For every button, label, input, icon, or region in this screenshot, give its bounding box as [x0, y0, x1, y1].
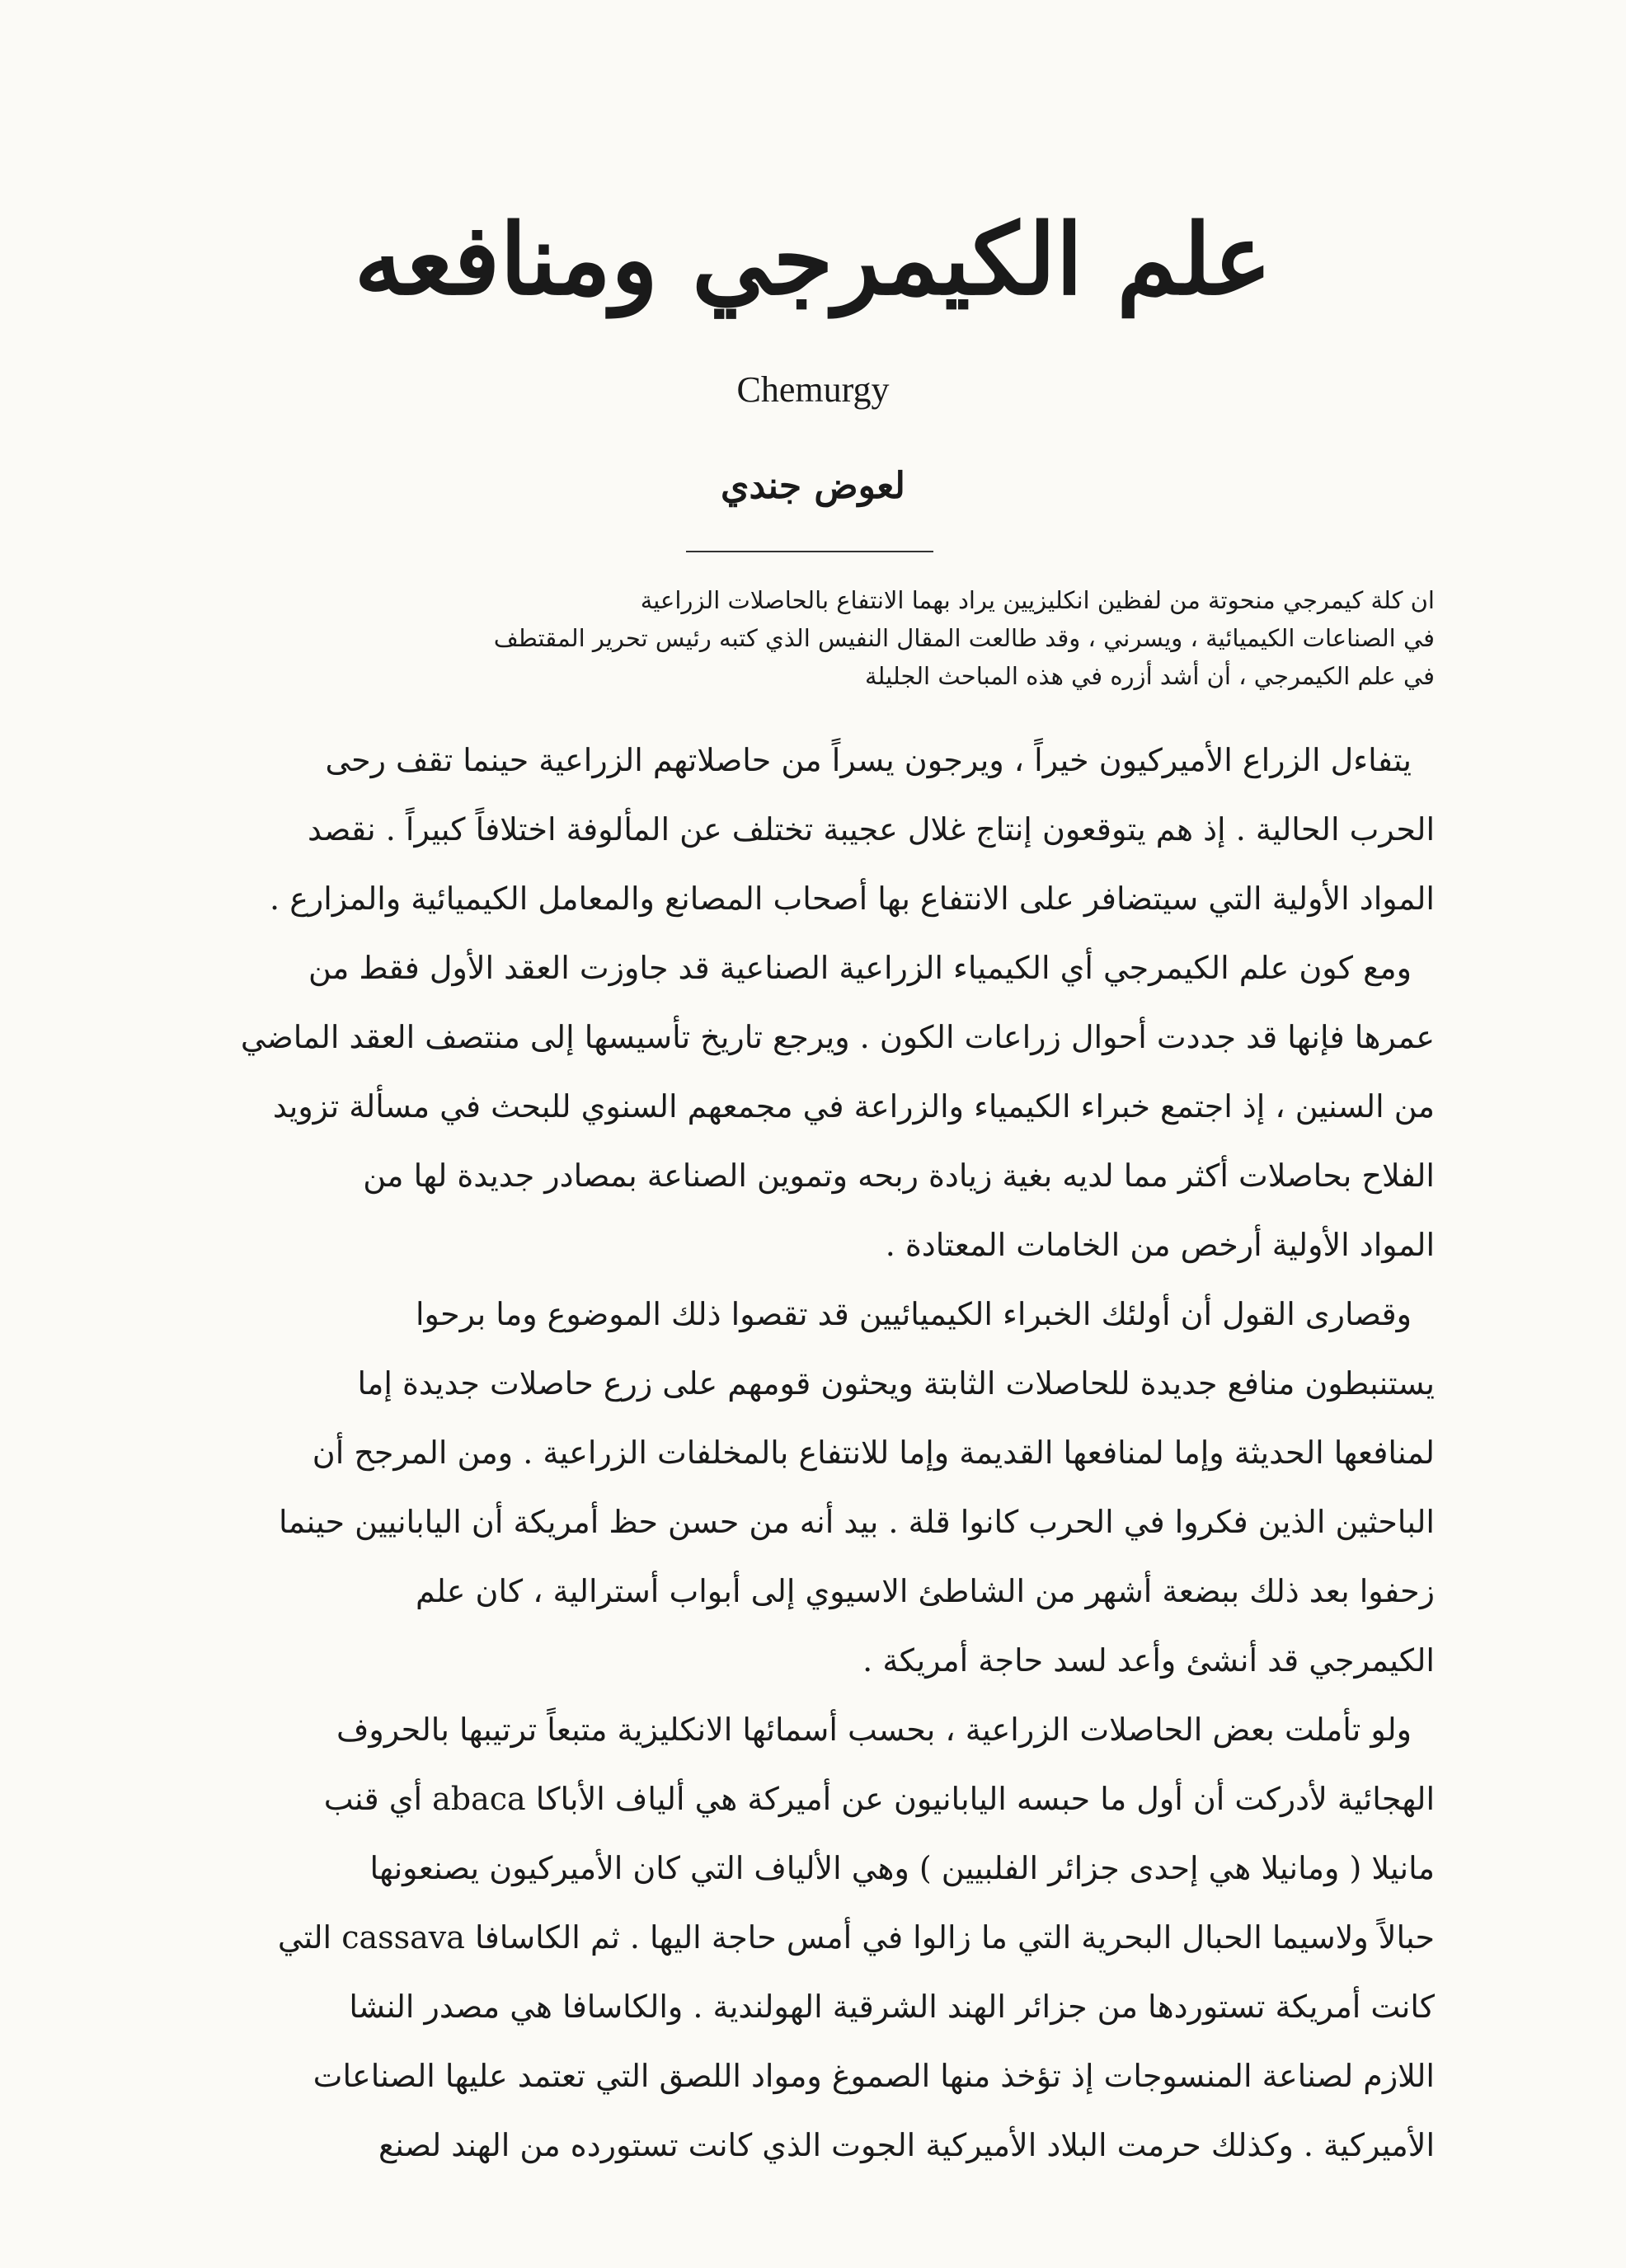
text-line: الفلاح بحاصلات أكثر مما لديه بغية زيادة ربحه وتموين الصناعة بمصادر جديدة لها من [363, 1157, 1435, 1194]
article-body [190, 725, 1435, 2180]
article-subtitle: Chemurgy [736, 369, 890, 410]
text-line: زحفوا بعد ذلك ببضعة أشهر من الشاطئ الاسيوي إلى أبواب أسترالية ، كان علم [415, 1573, 1435, 1609]
text-line: الباحثين الذين فكروا في الحرب كانوا قلة . بيد أنه من حسن حظ أمريكة أن اليابانيين حينما [279, 1504, 1435, 1540]
text-line: مانيلا ( ومانيلا هي إحدى جزائر الفلبيين ) وهي الألياف التي كان الأميركيون يصنعونها [369, 1850, 1435, 1886]
text-line: وقصارى القول أن أولئك الخبراء الكيميائيين قد تقصوا ذلك الموضوع وما برحوا [415, 1296, 1412, 1332]
text-line: كانت أمريكة تستوردها من جزائر الهند الشرقية الهولندية . والكاسافا هي مصدر النشا [349, 1989, 1435, 2025]
paragraph-3 [190, 1280, 1435, 1695]
text-line: الأميركية . وكذلك حرمت البلاد الأميركية الجوت الذي كانت تستورده من الهند لصنع [378, 2127, 1435, 2163]
paragraph-1 [190, 725, 1435, 933]
text-line: من السنين ، إذ اجتمع خبراء الكيمياء والزراعة في مجمعهم السنوي للبحث في مسألة تزويد [272, 1088, 1435, 1125]
text-line: يتفاءل الزراع الأميركيون خيراً ، ويرجون يسراً من حاصلاتهم الزراعية حينما تقف رحى [325, 742, 1412, 778]
article-title: علم الكيمرجي ومنافعه [354, 202, 1272, 317]
text-line: لمنافعها الحديثة وإما لمنافعها القديمة وإما للانتفاع بالمخلفات الزراعية . ومن المرجح أن [312, 1435, 1435, 1471]
text-line: عمرها فإنها قد جددت أحوال زراعات الكون . ويرجع تاريخ تأسيسها إلى منتصف العقد الماضي [240, 1019, 1435, 1055]
preface-line: في علم الكيمرجي ، أن أشد أزره في هذه المباحث الجليلة [864, 662, 1435, 690]
preface-note [198, 581, 1435, 695]
text-line: الكيمرجي قد أنشئ وأعد لسد حاجة أمريكة . [862, 1642, 1435, 1679]
preface-line: في الصناعات الكيميائية ، ويسرني ، وقد طالعت المقال النفيس الذي كتبه رئيس تحرير المقتطف [493, 624, 1435, 652]
text-line: ومع كون علم الكيمرجي أي الكيمياء الزراعية الصناعية قد جاوزت العقد الأول فقط من [308, 950, 1412, 986]
text-line: الهجائية لأدركت أن أول ما حبسه اليابانيون عن أميركة هي ألياف الأباكا abaca أي قنب [323, 1781, 1435, 1817]
text-line: المواد الأولية أرخص من الخامات المعتادة . [885, 1227, 1435, 1263]
text-line: الحرب الحالية . إذ هم يتوقعون إنتاج غلال عجيبة تختلف عن المألوفة اختلافاً كبيراً . نقصد [308, 811, 1435, 848]
author-byline: لعوض جندي [721, 465, 905, 507]
text-line: ولو تأملت بعض الحاصلات الزراعية ، بحسب أسمائها الانكليزية متبعاً ترتيبها بالحروف [336, 1712, 1412, 1748]
text-line: يستنبطون منافع جديدة للحاصلات الثابتة ويحثون قومهم على زرع حاصلات جديدة إما [357, 1365, 1435, 1402]
text-line: اللازم لصناعة المنسوجات إذ تؤخذ منها الصموغ ومواد اللصق التي تعتمد عليها الصناعات [313, 2058, 1435, 2094]
text-line: حبالاً ولاسيما الحبال البحرية التي ما زالوا في أمس حاجة اليها . ثم الكاسافا cassava التي [277, 1919, 1435, 1956]
paragraph-4 [190, 1695, 1435, 2180]
title-divider [686, 551, 933, 552]
paragraph-2 [190, 933, 1435, 1280]
preface-line: ان كلة كيمرجي منحوتة من لفظين انكليزيين يراد بهما الانتفاع بالحاصلات الزراعية [640, 586, 1435, 614]
text-line: المواد الأولية التي سيتضافر على الانتفاع بها أصحاب المصانع والمعامل الكيميائية والمزارع . [270, 880, 1435, 917]
